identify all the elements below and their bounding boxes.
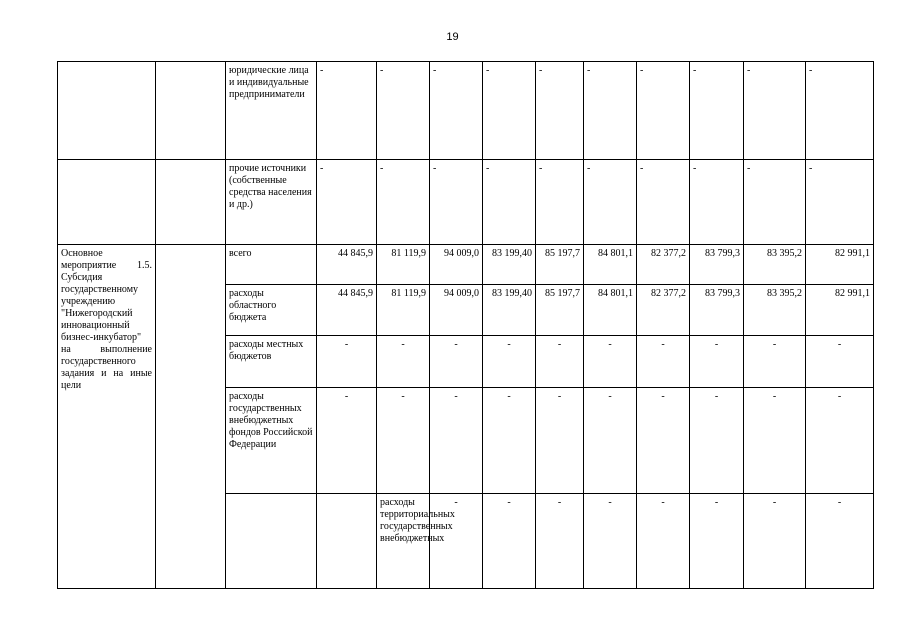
value-cell: - [536, 336, 584, 388]
table-row [58, 62, 874, 160]
value-cell: - [806, 62, 874, 160]
value-cell: - [483, 388, 536, 494]
value-cell: 84 801,1 [584, 285, 637, 336]
empty-cell [58, 62, 156, 160]
value-cell: 85 197,7 [536, 285, 584, 336]
value-cell: 81 119,9 [377, 245, 430, 285]
value-cell: 84 801,1 [584, 245, 637, 285]
value-cell: - [637, 388, 690, 494]
value-cell: - [806, 336, 874, 388]
empty-cell [156, 245, 226, 589]
value-cell: - [584, 388, 637, 494]
value-cell: 81 119,9 [377, 285, 430, 336]
value-cell: - [483, 336, 536, 388]
value-cell: - [430, 62, 483, 160]
table-row [58, 160, 874, 245]
value-cell: 82 991,1 [806, 285, 874, 336]
value-cell: 44 845,9 [317, 285, 377, 336]
value-cell: - [637, 494, 690, 589]
value-cell: - [377, 160, 430, 245]
value-cell: - [430, 336, 483, 388]
value-cell: 83 199,40 [483, 245, 536, 285]
empty-cell [226, 494, 317, 589]
source-cell: всего [226, 245, 317, 285]
value-cell: - [377, 336, 430, 388]
value-cell: 94 009,0 [430, 285, 483, 336]
value-cell: - [430, 160, 483, 245]
value-cell: - [584, 494, 637, 589]
value-cell: - [430, 388, 483, 494]
value-cell: - [536, 494, 584, 589]
source-cell: юридические лица и индивидуальные предприниматели [226, 62, 317, 160]
table-row [58, 245, 874, 285]
value-cell: 82 377,2 [637, 285, 690, 336]
value-cell: - [377, 62, 430, 160]
empty-cell [317, 494, 377, 589]
value-cell: - [744, 62, 806, 160]
value-cell: - [584, 62, 637, 160]
value-cell: - [317, 62, 377, 160]
value-cell: - [690, 336, 744, 388]
value-cell: - [690, 160, 744, 245]
value-cell: - [584, 160, 637, 245]
value-cell: - [317, 388, 377, 494]
value-cell: - [806, 388, 874, 494]
value-cell: 83 799,3 [690, 245, 744, 285]
value-cell: - [536, 388, 584, 494]
value-cell: - [637, 336, 690, 388]
value-cell: - [690, 494, 744, 589]
value-cell: - [483, 62, 536, 160]
value-cell: 82 377,2 [637, 245, 690, 285]
value-cell: - [744, 388, 806, 494]
value-cell: - [483, 160, 536, 245]
value-cell: - [744, 160, 806, 245]
value-cell: - [536, 62, 584, 160]
value-cell: - [806, 494, 874, 589]
budget-table [57, 61, 874, 589]
value-cell: 83 799,3 [690, 285, 744, 336]
value-cell: - [690, 62, 744, 160]
value-cell: - [483, 494, 536, 589]
value-cell: 83 199,40 [483, 285, 536, 336]
source-cell: расходы местных бюджетов [226, 336, 317, 388]
value-cell: - [377, 388, 430, 494]
source-cell: расходы областного бюджета [226, 285, 317, 336]
value-cell: - [744, 336, 806, 388]
value-cell: 82 991,1 [806, 245, 874, 285]
value-cell: - [317, 336, 377, 388]
value-cell: 83 395,2 [744, 285, 806, 336]
value-cell: 94 009,0 [430, 245, 483, 285]
empty-cell [156, 62, 226, 160]
source-cell: расходы территориальных государственных внебюджетных [377, 494, 430, 589]
value-cell: - [584, 336, 637, 388]
value-cell: - [536, 160, 584, 245]
empty-cell [156, 160, 226, 245]
value-cell: 44 845,9 [317, 245, 377, 285]
value-cell: - [430, 494, 483, 589]
value-cell: - [637, 160, 690, 245]
empty-cell [58, 160, 156, 245]
value-cell: - [637, 62, 690, 160]
value-cell: - [744, 494, 806, 589]
value-cell: - [317, 160, 377, 245]
page-number: 19 [446, 31, 459, 43]
source-cell: прочие источники (собственные средства населения и др.) [226, 160, 317, 245]
value-cell: - [690, 388, 744, 494]
value-cell: 85 197,7 [536, 245, 584, 285]
measure-name-cell: Основное мероприятие 1.5. Субсидия государственному учреждению "Нижегородский инновационный бизнес-инкубатор" на выполнение государственного задания и на иные цели [58, 245, 156, 589]
source-cell: расходы государственных внебюджетных фондов Российской Федерации [226, 388, 317, 494]
value-cell: - [806, 160, 874, 245]
value-cell: 83 395,2 [744, 245, 806, 285]
